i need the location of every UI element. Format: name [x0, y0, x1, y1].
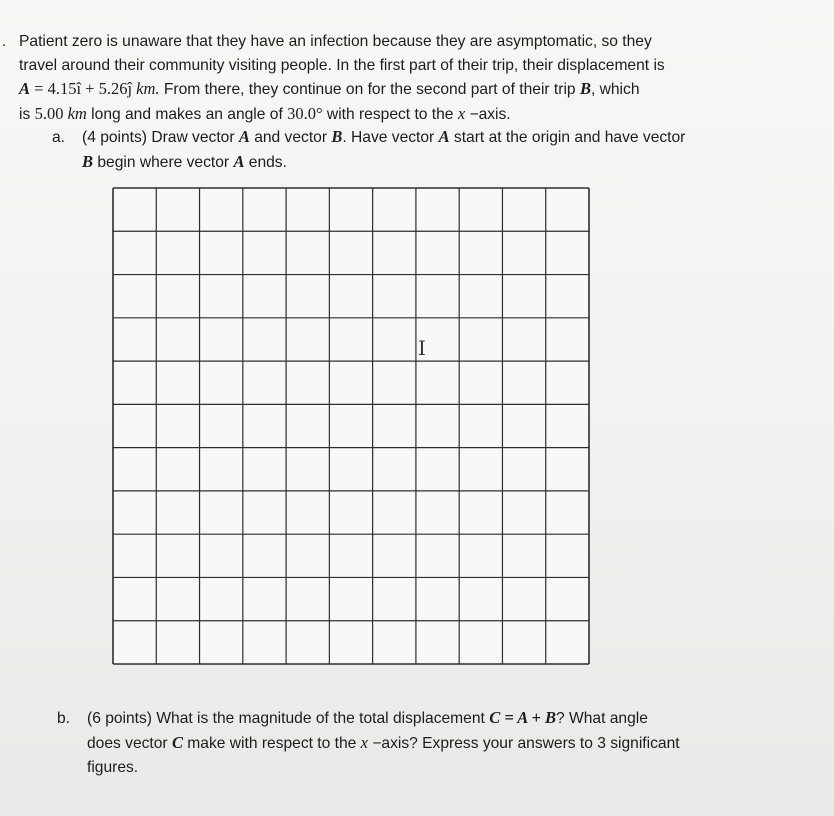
problem-line-3-text: From there, they continue on for the second part of their trip	[159, 81, 580, 98]
part-b-line-3: figures.	[87, 759, 139, 776]
vector-b-ref: B	[331, 127, 343, 146]
vector-sum-equation: C = A + B	[489, 708, 556, 727]
part-b-text-4: make with respect to the	[182, 735, 361, 752]
part-a-text-5: begin where vector	[93, 154, 234, 171]
grid-background	[113, 188, 589, 664]
problem-line-4-start: is	[19, 105, 35, 123]
unit-km: km.	[136, 79, 160, 98]
vector-a-components: = 4.15î + 5.26ĵ	[30, 79, 137, 98]
part-a	[52, 125, 685, 175]
problem-line-4-end: with respect to the	[322, 105, 458, 123]
text-cursor-icon: I	[418, 336, 426, 360]
part-b-text-5: −axis? Express your answers to 3 significant	[367, 735, 680, 752]
x-axis-symbol-2: x	[360, 733, 368, 752]
unit-km-2: km	[67, 103, 87, 123]
problem-line-1: Patient zero is unaware that they have an infection because they are asymptomatic, so they	[19, 33, 652, 50]
drawing-grid[interactable]	[112, 187, 590, 670]
problem-line-4-axis: −axis.	[465, 105, 511, 123]
problem-line-2: travel around their community visiting people. In the first part of their trip, their displacement is	[19, 56, 665, 74]
part-b	[57, 706, 680, 780]
vector-b-symbol: B	[579, 79, 591, 98]
part-a-text-4: start at the origin and have vector	[449, 129, 686, 146]
problem-bullet: .	[2, 33, 7, 50]
part-a-text-2: and vector	[249, 129, 332, 146]
vector-a-symbol: A	[19, 79, 31, 98]
grid-svg[interactable]	[112, 187, 590, 665]
part-a-text-3: . Have vector	[342, 129, 439, 146]
part-a-text-1: (4 points) Draw vector	[82, 129, 239, 146]
part-a-line-2	[52, 150, 685, 175]
part-b-line-2	[57, 731, 680, 756]
problem-line-4	[19, 102, 819, 127]
part-a-line-1	[52, 125, 685, 150]
problem-line-3-end: , which	[590, 81, 640, 98]
problem-line-3	[19, 77, 819, 102]
part-b-line-1	[57, 706, 680, 731]
vector-c-ref: C	[171, 733, 183, 752]
vector-a-ref-3: A	[233, 152, 245, 171]
part-b-text-3: does vector	[87, 735, 172, 752]
vector-b-magnitude: 5.00	[34, 103, 68, 123]
vector-b-angle: 30.0°	[287, 103, 323, 123]
problem-line-4-mid: long and makes an angle of	[86, 105, 288, 123]
vector-a-ref-2: A	[438, 127, 450, 146]
part-b-label: b.	[57, 710, 71, 727]
vector-b-ref-2: B	[82, 152, 94, 171]
part-a-label: a.	[52, 129, 66, 146]
x-axis-symbol: x	[457, 103, 466, 123]
part-b-text-1: (6 points) What is the magnitude of the total displacement	[87, 710, 490, 727]
part-b-text-2: ? What angle	[556, 710, 648, 727]
vector-a-ref: A	[238, 127, 250, 146]
problem-statement	[19, 30, 819, 126]
part-a-text-6: ends.	[244, 154, 287, 171]
